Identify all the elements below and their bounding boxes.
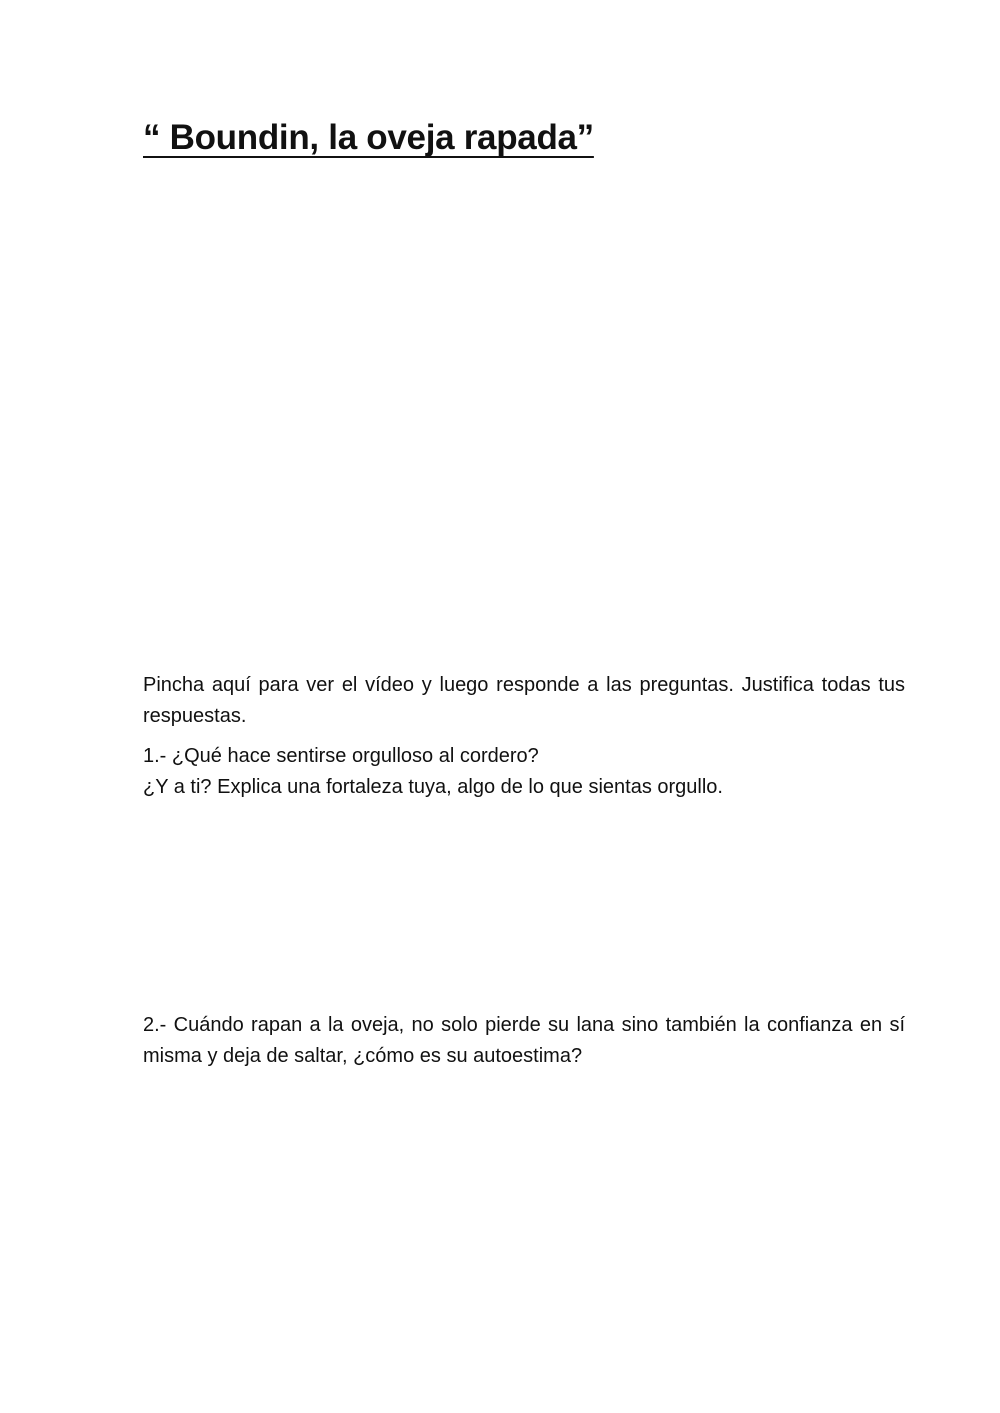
page-title: “ Boundin, la oveja rapada” [143,118,594,157]
answer-area-2[interactable] [143,1080,905,1380]
question-1-line-2: ¿Y a ti? Explica una fortaleza tuya, algo de lo que sientas orgullo. [143,776,723,798]
question-2: 2.- Cuándo rapan a la oveja, no solo pierde su lana sino también la confianza en sí misma y deja de saltar, ¿cómo es su autoestima? [143,1014,905,1067]
intro-instructions[interactable]: Pincha aquí para ver el vídeo y luego responde a las preguntas. Justifica todas tus respuestas. [143,674,905,727]
answer-area-1[interactable] [143,810,905,1000]
question-1-line-1: 1.- ¿Qué hace sentirse orgulloso al cordero? [143,745,539,767]
question-1 [143,741,905,803]
